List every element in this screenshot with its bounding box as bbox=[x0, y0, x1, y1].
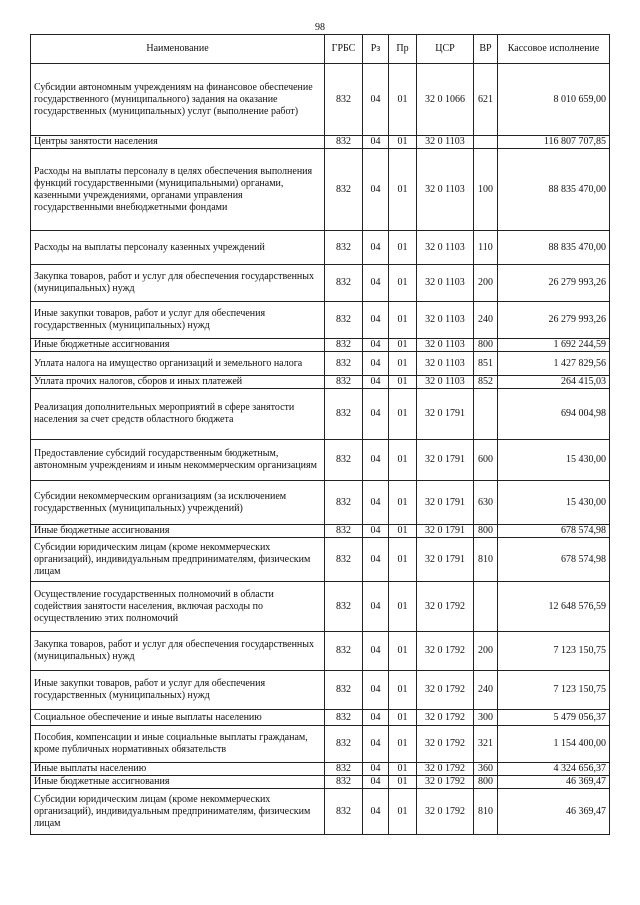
row-grbs-cell: 832 bbox=[325, 710, 363, 726]
row-grbs-cell: 832 bbox=[325, 632, 363, 671]
row-vr-cell: 240 bbox=[474, 302, 498, 339]
row-rz-cell: 04 bbox=[363, 763, 389, 776]
row-name-cell: Уплата прочих налогов, сборов и иных платежей bbox=[31, 376, 325, 389]
row-pr-cell: 01 bbox=[389, 64, 417, 136]
row-pr-cell: 01 bbox=[389, 440, 417, 481]
row-pr-cell: 01 bbox=[389, 231, 417, 265]
row-vr-cell: 800 bbox=[474, 339, 498, 352]
row-vr-cell: 810 bbox=[474, 789, 498, 835]
row-amount-cell: 15 430,00 bbox=[498, 481, 610, 525]
row-grbs-cell: 832 bbox=[325, 389, 363, 440]
row-pr-cell: 01 bbox=[389, 776, 417, 789]
row-amount-cell: 26 279 993,26 bbox=[498, 302, 610, 339]
row-amount-cell: 264 415,03 bbox=[498, 376, 610, 389]
row-amount-cell: 88 835 470,00 bbox=[498, 231, 610, 265]
row-rz-cell: 04 bbox=[363, 671, 389, 710]
row-rz-cell: 04 bbox=[363, 376, 389, 389]
header-pr: Пр bbox=[389, 35, 417, 64]
table-row bbox=[31, 481, 610, 525]
row-amount-cell: 116 807 707,85 bbox=[498, 136, 610, 149]
table-row bbox=[31, 538, 610, 582]
row-grbs-cell: 832 bbox=[325, 64, 363, 136]
row-csr-cell: 32 0 1792 bbox=[417, 632, 474, 671]
row-grbs-cell: 832 bbox=[325, 376, 363, 389]
row-pr-cell: 01 bbox=[389, 763, 417, 776]
row-name-cell: Иные бюджетные ассигнования bbox=[31, 776, 325, 789]
budget-execution-table bbox=[30, 34, 610, 835]
table-row bbox=[31, 302, 610, 339]
row-csr-cell: 32 0 1103 bbox=[417, 376, 474, 389]
row-name-cell: Закупка товаров, работ и услуг для обеспечения государственных (муниципальных) нужд bbox=[31, 632, 325, 671]
header-amount: Кассовое исполнение bbox=[498, 35, 610, 64]
row-name-cell: Пособия, компенсации и иные социальные выплаты гражданам, кроме публичных нормативных обязательств bbox=[31, 726, 325, 763]
row-pr-cell: 01 bbox=[389, 789, 417, 835]
row-amount-cell: 5 479 056,37 bbox=[498, 710, 610, 726]
row-csr-cell: 32 0 1103 bbox=[417, 231, 474, 265]
row-grbs-cell: 832 bbox=[325, 440, 363, 481]
row-grbs-cell: 832 bbox=[325, 671, 363, 710]
table-row bbox=[31, 710, 610, 726]
row-rz-cell: 04 bbox=[363, 265, 389, 302]
row-name-cell: Иные бюджетные ассигнования bbox=[31, 525, 325, 538]
row-rz-cell: 04 bbox=[363, 726, 389, 763]
row-name-cell: Иные выплаты населению bbox=[31, 763, 325, 776]
row-grbs-cell: 832 bbox=[325, 136, 363, 149]
row-amount-cell: 4 324 656,37 bbox=[498, 763, 610, 776]
table-header-row bbox=[31, 35, 610, 64]
row-pr-cell: 01 bbox=[389, 582, 417, 632]
row-rz-cell: 04 bbox=[363, 789, 389, 835]
row-grbs-cell: 832 bbox=[325, 149, 363, 231]
row-rz-cell: 04 bbox=[363, 776, 389, 789]
row-rz-cell: 04 bbox=[363, 481, 389, 525]
row-amount-cell: 46 369,47 bbox=[498, 789, 610, 835]
row-name-cell: Субсидии некоммерческим организациям (за исключением государственных (муниципальных) учреждений) bbox=[31, 481, 325, 525]
row-vr-cell: 810 bbox=[474, 538, 498, 582]
row-csr-cell: 32 0 1103 bbox=[417, 149, 474, 231]
row-grbs-cell: 832 bbox=[325, 352, 363, 376]
row-pr-cell: 01 bbox=[389, 302, 417, 339]
row-grbs-cell: 832 bbox=[325, 525, 363, 538]
table-row bbox=[31, 582, 610, 632]
row-pr-cell: 01 bbox=[389, 481, 417, 525]
row-rz-cell: 04 bbox=[363, 352, 389, 376]
row-rz-cell: 04 bbox=[363, 339, 389, 352]
table-row bbox=[31, 136, 610, 149]
row-name-cell: Расходы на выплаты персоналу казенных учреждений bbox=[31, 231, 325, 265]
table-row bbox=[31, 763, 610, 776]
row-rz-cell: 04 bbox=[363, 231, 389, 265]
row-amount-cell: 26 279 993,26 bbox=[498, 265, 610, 302]
row-name-cell: Осуществление государственных полномочий в области содействия занятости населения, включая расходы по осуществлению этих полномочий bbox=[31, 582, 325, 632]
row-vr-cell: 621 bbox=[474, 64, 498, 136]
row-pr-cell: 01 bbox=[389, 136, 417, 149]
header-name: Наименование bbox=[31, 35, 325, 64]
row-vr-cell: 360 bbox=[474, 763, 498, 776]
row-vr-cell bbox=[474, 582, 498, 632]
row-rz-cell: 04 bbox=[363, 632, 389, 671]
row-name-cell: Иные закупки товаров, работ и услуг для обеспечения государственных (муниципальных) нужд bbox=[31, 302, 325, 339]
row-vr-cell: 110 bbox=[474, 231, 498, 265]
row-grbs-cell: 832 bbox=[325, 582, 363, 632]
row-grbs-cell: 832 bbox=[325, 776, 363, 789]
row-grbs-cell: 832 bbox=[325, 339, 363, 352]
table-row bbox=[31, 265, 610, 302]
row-name-cell: Расходы на выплаты персоналу в целях обеспечения выполнения функций государственными (муниципальными) органами, казенными учреждениями, органами управления государственными внебюджетными фондами bbox=[31, 149, 325, 231]
row-csr-cell: 32 0 1103 bbox=[417, 302, 474, 339]
table-row bbox=[31, 149, 610, 231]
row-vr-cell bbox=[474, 389, 498, 440]
row-grbs-cell: 832 bbox=[325, 726, 363, 763]
row-rz-cell: 04 bbox=[363, 136, 389, 149]
row-pr-cell: 01 bbox=[389, 339, 417, 352]
row-amount-cell: 1 154 400,00 bbox=[498, 726, 610, 763]
row-vr-cell: 100 bbox=[474, 149, 498, 231]
row-amount-cell: 678 574,98 bbox=[498, 525, 610, 538]
row-vr-cell: 800 bbox=[474, 525, 498, 538]
table-row bbox=[31, 440, 610, 481]
row-name-cell: Центры занятости населения bbox=[31, 136, 325, 149]
row-amount-cell: 46 369,47 bbox=[498, 776, 610, 789]
row-amount-cell: 7 123 150,75 bbox=[498, 671, 610, 710]
row-name-cell: Уплата налога на имущество организаций и земельного налога bbox=[31, 352, 325, 376]
row-csr-cell: 32 0 1792 bbox=[417, 763, 474, 776]
row-pr-cell: 01 bbox=[389, 265, 417, 302]
row-csr-cell: 32 0 1792 bbox=[417, 582, 474, 632]
row-rz-cell: 04 bbox=[363, 440, 389, 481]
table-row bbox=[31, 231, 610, 265]
row-vr-cell: 630 bbox=[474, 481, 498, 525]
row-grbs-cell: 832 bbox=[325, 763, 363, 776]
row-amount-cell: 678 574,98 bbox=[498, 538, 610, 582]
row-grbs-cell: 832 bbox=[325, 231, 363, 265]
row-rz-cell: 04 bbox=[363, 525, 389, 538]
row-vr-cell bbox=[474, 136, 498, 149]
row-vr-cell: 321 bbox=[474, 726, 498, 763]
page-number: 98 bbox=[315, 22, 325, 33]
row-grbs-cell: 832 bbox=[325, 481, 363, 525]
row-csr-cell: 32 0 1792 bbox=[417, 671, 474, 710]
row-vr-cell: 800 bbox=[474, 776, 498, 789]
row-grbs-cell: 832 bbox=[325, 789, 363, 835]
row-amount-cell: 1 692 244,59 bbox=[498, 339, 610, 352]
row-rz-cell: 04 bbox=[363, 389, 389, 440]
row-name-cell: Реализация дополнительных мероприятий в сфере занятости населения за счет средств областного бюджета bbox=[31, 389, 325, 440]
row-pr-cell: 01 bbox=[389, 376, 417, 389]
row-name-cell: Иные закупки товаров, работ и услуг для обеспечения государственных (муниципальных) нужд bbox=[31, 671, 325, 710]
row-amount-cell: 8 010 659,00 bbox=[498, 64, 610, 136]
row-name-cell: Социальное обеспечение и иные выплаты населению bbox=[31, 710, 325, 726]
row-grbs-cell: 832 bbox=[325, 265, 363, 302]
table-row bbox=[31, 525, 610, 538]
header-csr: ЦСР bbox=[417, 35, 474, 64]
table-row bbox=[31, 671, 610, 710]
row-name-cell: Субсидии юридическим лицам (кроме некоммерческих организаций), индивидуальным предпринимателям, физическим лицам bbox=[31, 538, 325, 582]
row-vr-cell: 200 bbox=[474, 265, 498, 302]
row-amount-cell: 88 835 470,00 bbox=[498, 149, 610, 231]
row-csr-cell: 32 0 1792 bbox=[417, 789, 474, 835]
row-amount-cell: 694 004,98 bbox=[498, 389, 610, 440]
row-vr-cell: 300 bbox=[474, 710, 498, 726]
row-csr-cell: 32 0 1103 bbox=[417, 136, 474, 149]
row-csr-cell: 32 0 1791 bbox=[417, 538, 474, 582]
row-vr-cell: 851 bbox=[474, 352, 498, 376]
table-row bbox=[31, 389, 610, 440]
row-name-cell: Иные бюджетные ассигнования bbox=[31, 339, 325, 352]
row-grbs-cell: 832 bbox=[325, 302, 363, 339]
row-csr-cell: 32 0 1791 bbox=[417, 481, 474, 525]
row-csr-cell: 32 0 1791 bbox=[417, 389, 474, 440]
row-amount-cell: 7 123 150,75 bbox=[498, 632, 610, 671]
row-csr-cell: 32 0 1792 bbox=[417, 726, 474, 763]
row-csr-cell: 32 0 1103 bbox=[417, 352, 474, 376]
row-rz-cell: 04 bbox=[363, 582, 389, 632]
row-name-cell: Закупка товаров, работ и услуг для обеспечения государственных (муниципальных) нужд bbox=[31, 265, 325, 302]
row-pr-cell: 01 bbox=[389, 710, 417, 726]
row-pr-cell: 01 bbox=[389, 726, 417, 763]
table-row bbox=[31, 776, 610, 789]
row-csr-cell: 32 0 1103 bbox=[417, 265, 474, 302]
row-name-cell: Субсидии автономным учреждениям на финансовое обеспечение государственного (муниципального) задания на оказание государственных (муниципальных) услуг (выполнение работ) bbox=[31, 64, 325, 136]
table-row bbox=[31, 632, 610, 671]
row-name-cell: Субсидии юридическим лицам (кроме некоммерческих организаций), индивидуальным предпринимателям, физическим лицам bbox=[31, 789, 325, 835]
row-csr-cell: 32 0 1792 bbox=[417, 776, 474, 789]
row-pr-cell: 01 bbox=[389, 352, 417, 376]
row-pr-cell: 01 bbox=[389, 149, 417, 231]
row-rz-cell: 04 bbox=[363, 302, 389, 339]
row-name-cell: Предоставление субсидий государственным бюджетным, автономным учреждениям и иным некоммерческим организациям bbox=[31, 440, 325, 481]
row-vr-cell: 600 bbox=[474, 440, 498, 481]
table-row bbox=[31, 339, 610, 352]
row-pr-cell: 01 bbox=[389, 525, 417, 538]
table-row bbox=[31, 352, 610, 376]
table-row bbox=[31, 726, 610, 763]
table-row bbox=[31, 789, 610, 835]
row-rz-cell: 04 bbox=[363, 64, 389, 136]
row-csr-cell: 32 0 1791 bbox=[417, 440, 474, 481]
row-grbs-cell: 832 bbox=[325, 538, 363, 582]
row-rz-cell: 04 bbox=[363, 538, 389, 582]
header-rz: Рз bbox=[363, 35, 389, 64]
row-rz-cell: 04 bbox=[363, 149, 389, 231]
header-grbs: ГРБС bbox=[325, 35, 363, 64]
row-amount-cell: 1 427 829,56 bbox=[498, 352, 610, 376]
row-pr-cell: 01 bbox=[389, 671, 417, 710]
table-row bbox=[31, 64, 610, 136]
row-pr-cell: 01 bbox=[389, 389, 417, 440]
row-vr-cell: 852 bbox=[474, 376, 498, 389]
row-pr-cell: 01 bbox=[389, 632, 417, 671]
row-csr-cell: 32 0 1792 bbox=[417, 710, 474, 726]
row-csr-cell: 32 0 1103 bbox=[417, 339, 474, 352]
row-pr-cell: 01 bbox=[389, 538, 417, 582]
row-vr-cell: 200 bbox=[474, 632, 498, 671]
row-amount-cell: 15 430,00 bbox=[498, 440, 610, 481]
table-row bbox=[31, 376, 610, 389]
row-csr-cell: 32 0 1791 bbox=[417, 525, 474, 538]
row-vr-cell: 240 bbox=[474, 671, 498, 710]
row-rz-cell: 04 bbox=[363, 710, 389, 726]
row-csr-cell: 32 0 1066 bbox=[417, 64, 474, 136]
row-amount-cell: 12 648 576,59 bbox=[498, 582, 610, 632]
header-vr: ВР bbox=[474, 35, 498, 64]
